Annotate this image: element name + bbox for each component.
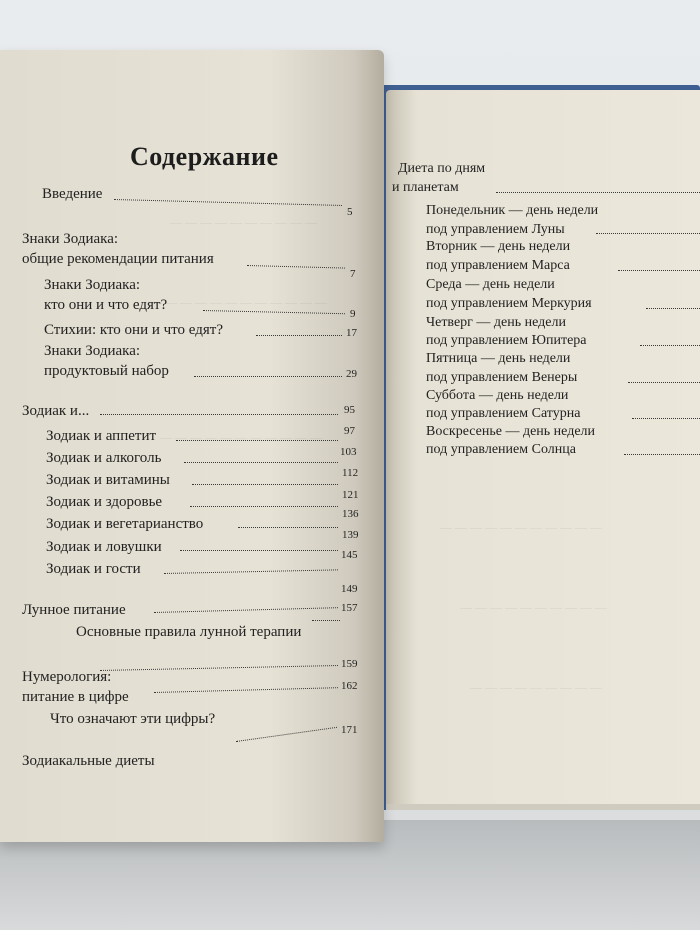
- toc-entry: Понедельник — день недели: [426, 203, 599, 218]
- toc-entry: Нумерология:: [22, 669, 112, 685]
- dot-leader: [628, 382, 700, 383]
- dot-leader: [194, 376, 342, 377]
- bleed-through-text: — — — — — — — — — — —: [160, 430, 322, 444]
- bleed-through-text: — — — — — — — — — —: [460, 600, 607, 614]
- toc-entry: продуктовый набор: [44, 363, 169, 379]
- dot-leader: [596, 233, 700, 234]
- toc-entry: под управлением Луны: [426, 222, 565, 237]
- toc-entry: Вторник — день недели: [426, 239, 571, 254]
- dot-leader: [190, 506, 338, 507]
- toc-entry: Зодиак и...: [22, 403, 90, 419]
- dot-leader: [312, 620, 340, 621]
- toc-page-number: 121: [342, 489, 359, 501]
- toc-entry: Зодиак и здоровье: [46, 494, 163, 510]
- toc-entry: под управлением Марса: [426, 258, 570, 273]
- bleed-through-text: — — — — — — — — — — —: [440, 520, 602, 534]
- toc-page-number: 136: [342, 508, 359, 520]
- toc-entry: кто они и что едят?: [44, 297, 168, 313]
- toc-entry: под управлением Меркурия: [426, 296, 592, 311]
- toc-page-number: 103: [340, 446, 357, 458]
- toc-entry: Знаки Зодиака:: [44, 343, 141, 359]
- toc-page-number: 29: [346, 368, 357, 380]
- toc-page-number: 7: [350, 268, 356, 280]
- dot-leader: [192, 484, 338, 485]
- toc-entry: Лунное питание: [22, 602, 126, 618]
- toc-entry: под управлением Сатурна: [426, 406, 581, 421]
- toc-entry: и планетам: [392, 180, 459, 195]
- dot-leader: [256, 335, 342, 336]
- toc-entry: Диета по дням: [398, 161, 486, 176]
- toc-entry: Среда — день недели: [426, 277, 555, 292]
- toc-page-number: 17: [346, 327, 357, 339]
- dot-leader: [646, 308, 700, 309]
- toc-page-number: 5: [347, 206, 353, 218]
- toc-entry: Зодиак и аппетит: [46, 428, 157, 444]
- toc-entry: под управлением Юпитера: [426, 333, 587, 348]
- toc-page-number: 162: [341, 680, 358, 692]
- dot-leader: [100, 414, 338, 415]
- dot-leader: [618, 270, 700, 271]
- toc-entry: Основные правила лунной терапии: [76, 624, 302, 640]
- dot-leader: [496, 192, 700, 193]
- toc-entry: Зодиак и витамины: [46, 472, 170, 488]
- toc-entry: питание в цифре: [22, 689, 129, 705]
- toc-page-number: 9: [350, 308, 356, 320]
- dot-leader: [184, 462, 338, 463]
- toc-entry: Знаки Зодиака:: [22, 231, 119, 247]
- toc-entry: Зодиак и алкоголь: [46, 450, 162, 466]
- toc-entry: под управлением Венеры: [426, 370, 578, 385]
- toc-entry: Введение: [42, 186, 103, 202]
- toc-entry: общие рекомендации питания: [22, 251, 214, 267]
- toc-page-number: 159: [341, 658, 358, 670]
- toc-page-number: 95: [344, 404, 355, 416]
- toc-page-number: 171: [341, 724, 358, 736]
- page-title: Содержание: [130, 142, 279, 171]
- bleed-through-text: — — — — — — — — — —: [170, 215, 317, 229]
- page-edge: [386, 804, 700, 810]
- toc-entry: Зодиакальные диеты: [22, 753, 155, 769]
- toc-page-number: 112: [342, 467, 359, 479]
- toc-entry: Пятница — день недели: [426, 351, 571, 366]
- toc-page-number: 145: [341, 549, 358, 561]
- toc-page-number: 139: [342, 529, 359, 541]
- toc-page-number: 97: [344, 425, 355, 437]
- toc-entry: Стихии: кто они и что едят?: [44, 322, 223, 338]
- toc-entry: Суббота — день недели: [426, 388, 569, 403]
- toc-page-number: 149: [341, 583, 358, 595]
- dot-leader: [624, 454, 700, 455]
- toc-entry: Зодиак и вегетарианство: [46, 516, 204, 532]
- toc-entry: Знаки Зодиака:: [44, 277, 141, 293]
- bleed-through-text: — — — — — — — — — — — —: [150, 295, 327, 309]
- dot-leader: [632, 418, 700, 419]
- toc-entry: под управлением Солнца: [426, 442, 576, 457]
- toc-page-number: 157: [341, 602, 358, 614]
- toc-entry: Зодиак и ловушки: [46, 539, 162, 555]
- toc-entry: Что означают эти цифры?: [50, 711, 216, 727]
- dot-leader: [640, 345, 700, 346]
- dot-leader: [238, 527, 338, 528]
- toc-entry: Четверг — день недели: [426, 315, 566, 330]
- bleed-through-text: — — — — — — — — —: [470, 680, 602, 694]
- dot-leader: [176, 440, 338, 441]
- dot-leader: [180, 550, 338, 551]
- toc-entry: Зодиак и гости: [46, 561, 141, 577]
- toc-entry: Воскресенье — день недели: [426, 424, 596, 439]
